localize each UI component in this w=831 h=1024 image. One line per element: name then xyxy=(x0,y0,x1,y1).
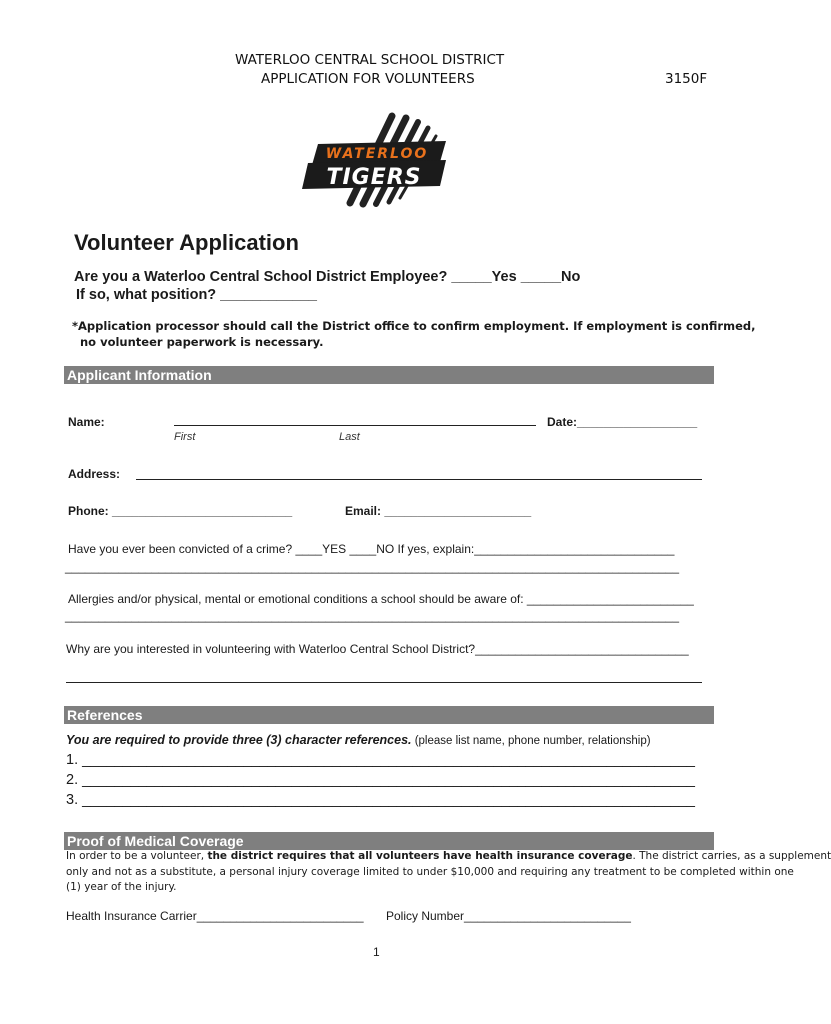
reference-3-field[interactable]: 3. ____________________________________________________________________________ xyxy=(66,792,696,808)
allergies-line[interactable]: ____________________________________________________________________________________________ xyxy=(65,609,679,623)
medical-paragraph-line1 xyxy=(66,850,831,862)
crime-explain-line[interactable]: ____________________________________________________________________________________________ xyxy=(65,560,679,574)
position-question: If so, what position? ____________ xyxy=(76,287,317,303)
waterloo-tigers-logo xyxy=(300,108,455,210)
last-name-caption: Last xyxy=(339,431,360,443)
medical-text-bold: the district requires that all volunteers have health insurance coverage xyxy=(207,850,633,862)
page-title: Volunteer Application xyxy=(74,230,299,255)
logo-text-waterloo: WATERLOO xyxy=(325,146,429,162)
employee-question: Are you a Waterloo Central School District Employee? _____Yes _____No xyxy=(74,269,581,285)
first-name-caption: First xyxy=(174,431,196,443)
form-code: 3150F xyxy=(665,71,708,87)
references-instruction-bold: You are required to provide three (3) character references. xyxy=(66,733,412,747)
page-number: 1 xyxy=(373,945,380,959)
logo-text-tigers: TIGERS xyxy=(326,165,422,190)
medical-text-part1: In order to be a volunteer, xyxy=(66,850,208,862)
section-references: References xyxy=(64,706,714,724)
references-instruction-note: (please list name, phone number, relationship) xyxy=(411,735,651,747)
section-applicant-information: Applicant Information xyxy=(64,366,714,384)
date-field[interactable]: Date:__________________ xyxy=(547,415,698,429)
allergies-question[interactable]: Allergies and/or physical, mental or emotional conditions a school should be aware of: _________________________ xyxy=(68,592,694,606)
medical-paragraph-line2: only and not as a substitute, a personal injury coverage limited to under $10,000 and requiring any treatment to be completed within one xyxy=(66,866,794,878)
phone-field[interactable]: Phone: ___________________________ xyxy=(68,504,293,518)
crime-question[interactable]: Have you ever been convicted of a crime? ____YES ____NO If yes, explain:______________________________ xyxy=(68,542,675,556)
reference-2-field[interactable]: 2. ____________________________________________________________________________ xyxy=(66,772,696,788)
section-proof-of-medical-coverage: Proof of Medical Coverage xyxy=(64,832,714,850)
medical-text-part2: . The district carries, as a supplement xyxy=(632,850,831,862)
interest-line[interactable] xyxy=(66,682,702,683)
confirmation-note-line2: no volunteer paperwork is necessary. xyxy=(80,335,324,349)
form-subtitle: APPLICATION FOR VOLUNTEERS xyxy=(261,71,475,87)
reference-1-field[interactable]: 1. ____________________________________________________________________________ xyxy=(66,752,696,768)
confirmation-note-line1: *Application processor should call the District office to confirm employment. If employment is confirmed, xyxy=(72,319,756,333)
health-insurance-carrier-field[interactable]: Health Insurance Carrier_________________________ xyxy=(66,909,364,923)
address-field[interactable] xyxy=(136,479,702,480)
name-label: Name: xyxy=(68,415,105,429)
interest-question[interactable]: Why are you interested in volunteering with Waterloo Central School District?________________________________ xyxy=(66,642,689,656)
medical-paragraph-line3: (1) year of the injury. xyxy=(66,881,177,893)
name-field[interactable] xyxy=(174,425,536,426)
address-label: Address: xyxy=(68,467,121,481)
policy-number-field[interactable]: Policy Number_________________________ xyxy=(386,909,631,923)
references-instruction xyxy=(66,731,651,749)
email-field[interactable]: Email: ______________________ xyxy=(345,504,532,518)
district-name: WATERLOO CENTRAL SCHOOL DISTRICT xyxy=(235,52,505,68)
